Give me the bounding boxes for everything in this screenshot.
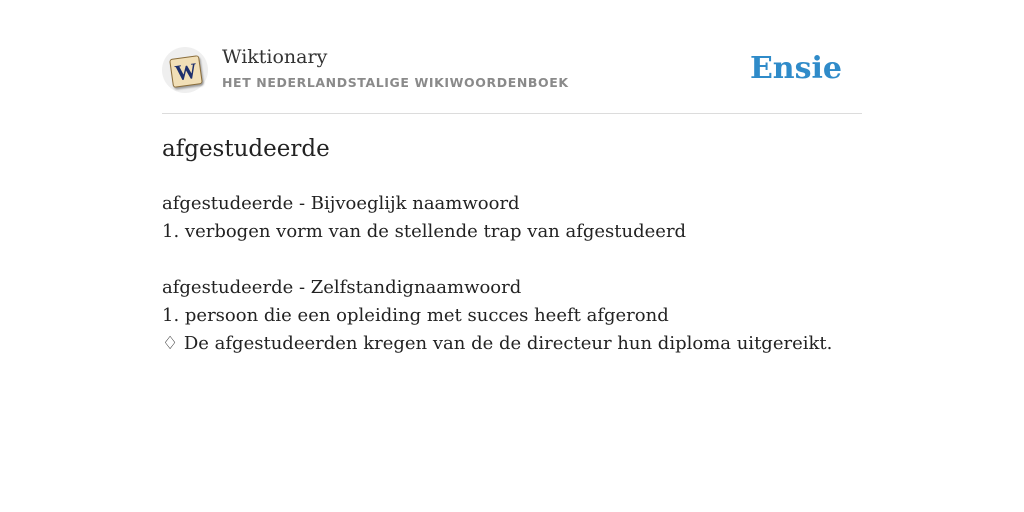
entries-list bbox=[162, 190, 862, 358]
page bbox=[162, 0, 862, 512]
entry-example: ♢ De afgestudeerden kregen van de de directeur hun diploma uitgereikt. bbox=[162, 333, 833, 354]
brand-name[interactable]: Wiktionary bbox=[222, 46, 328, 68]
ensie-link[interactable]: Ensie bbox=[749, 51, 842, 86]
entry-adjective bbox=[162, 190, 862, 246]
entry-heading: afgestudeerde - Bijvoeglijk naamwoord bbox=[162, 193, 520, 214]
logo-tile-icon bbox=[169, 55, 203, 88]
entry-heading: afgestudeerde - Zelfstandignaamwoord bbox=[162, 277, 522, 298]
brand-tagline: HET NEDERLANDSTALIGE WIKIWOORDENBOEK bbox=[222, 75, 569, 90]
entry-spacer bbox=[162, 246, 862, 274]
entry-noun bbox=[162, 274, 862, 358]
site-header bbox=[162, 44, 862, 114]
logo-letter: W bbox=[173, 57, 199, 86]
wiktionary-logo[interactable] bbox=[162, 47, 208, 93]
entry-definition: 1. verbogen vorm van de stellende trap van afgestudeerd bbox=[162, 221, 687, 242]
page-title: afgestudeerde bbox=[162, 136, 330, 162]
entry-definition: 1. persoon die een opleiding met succes heeft afgerond bbox=[162, 305, 669, 326]
